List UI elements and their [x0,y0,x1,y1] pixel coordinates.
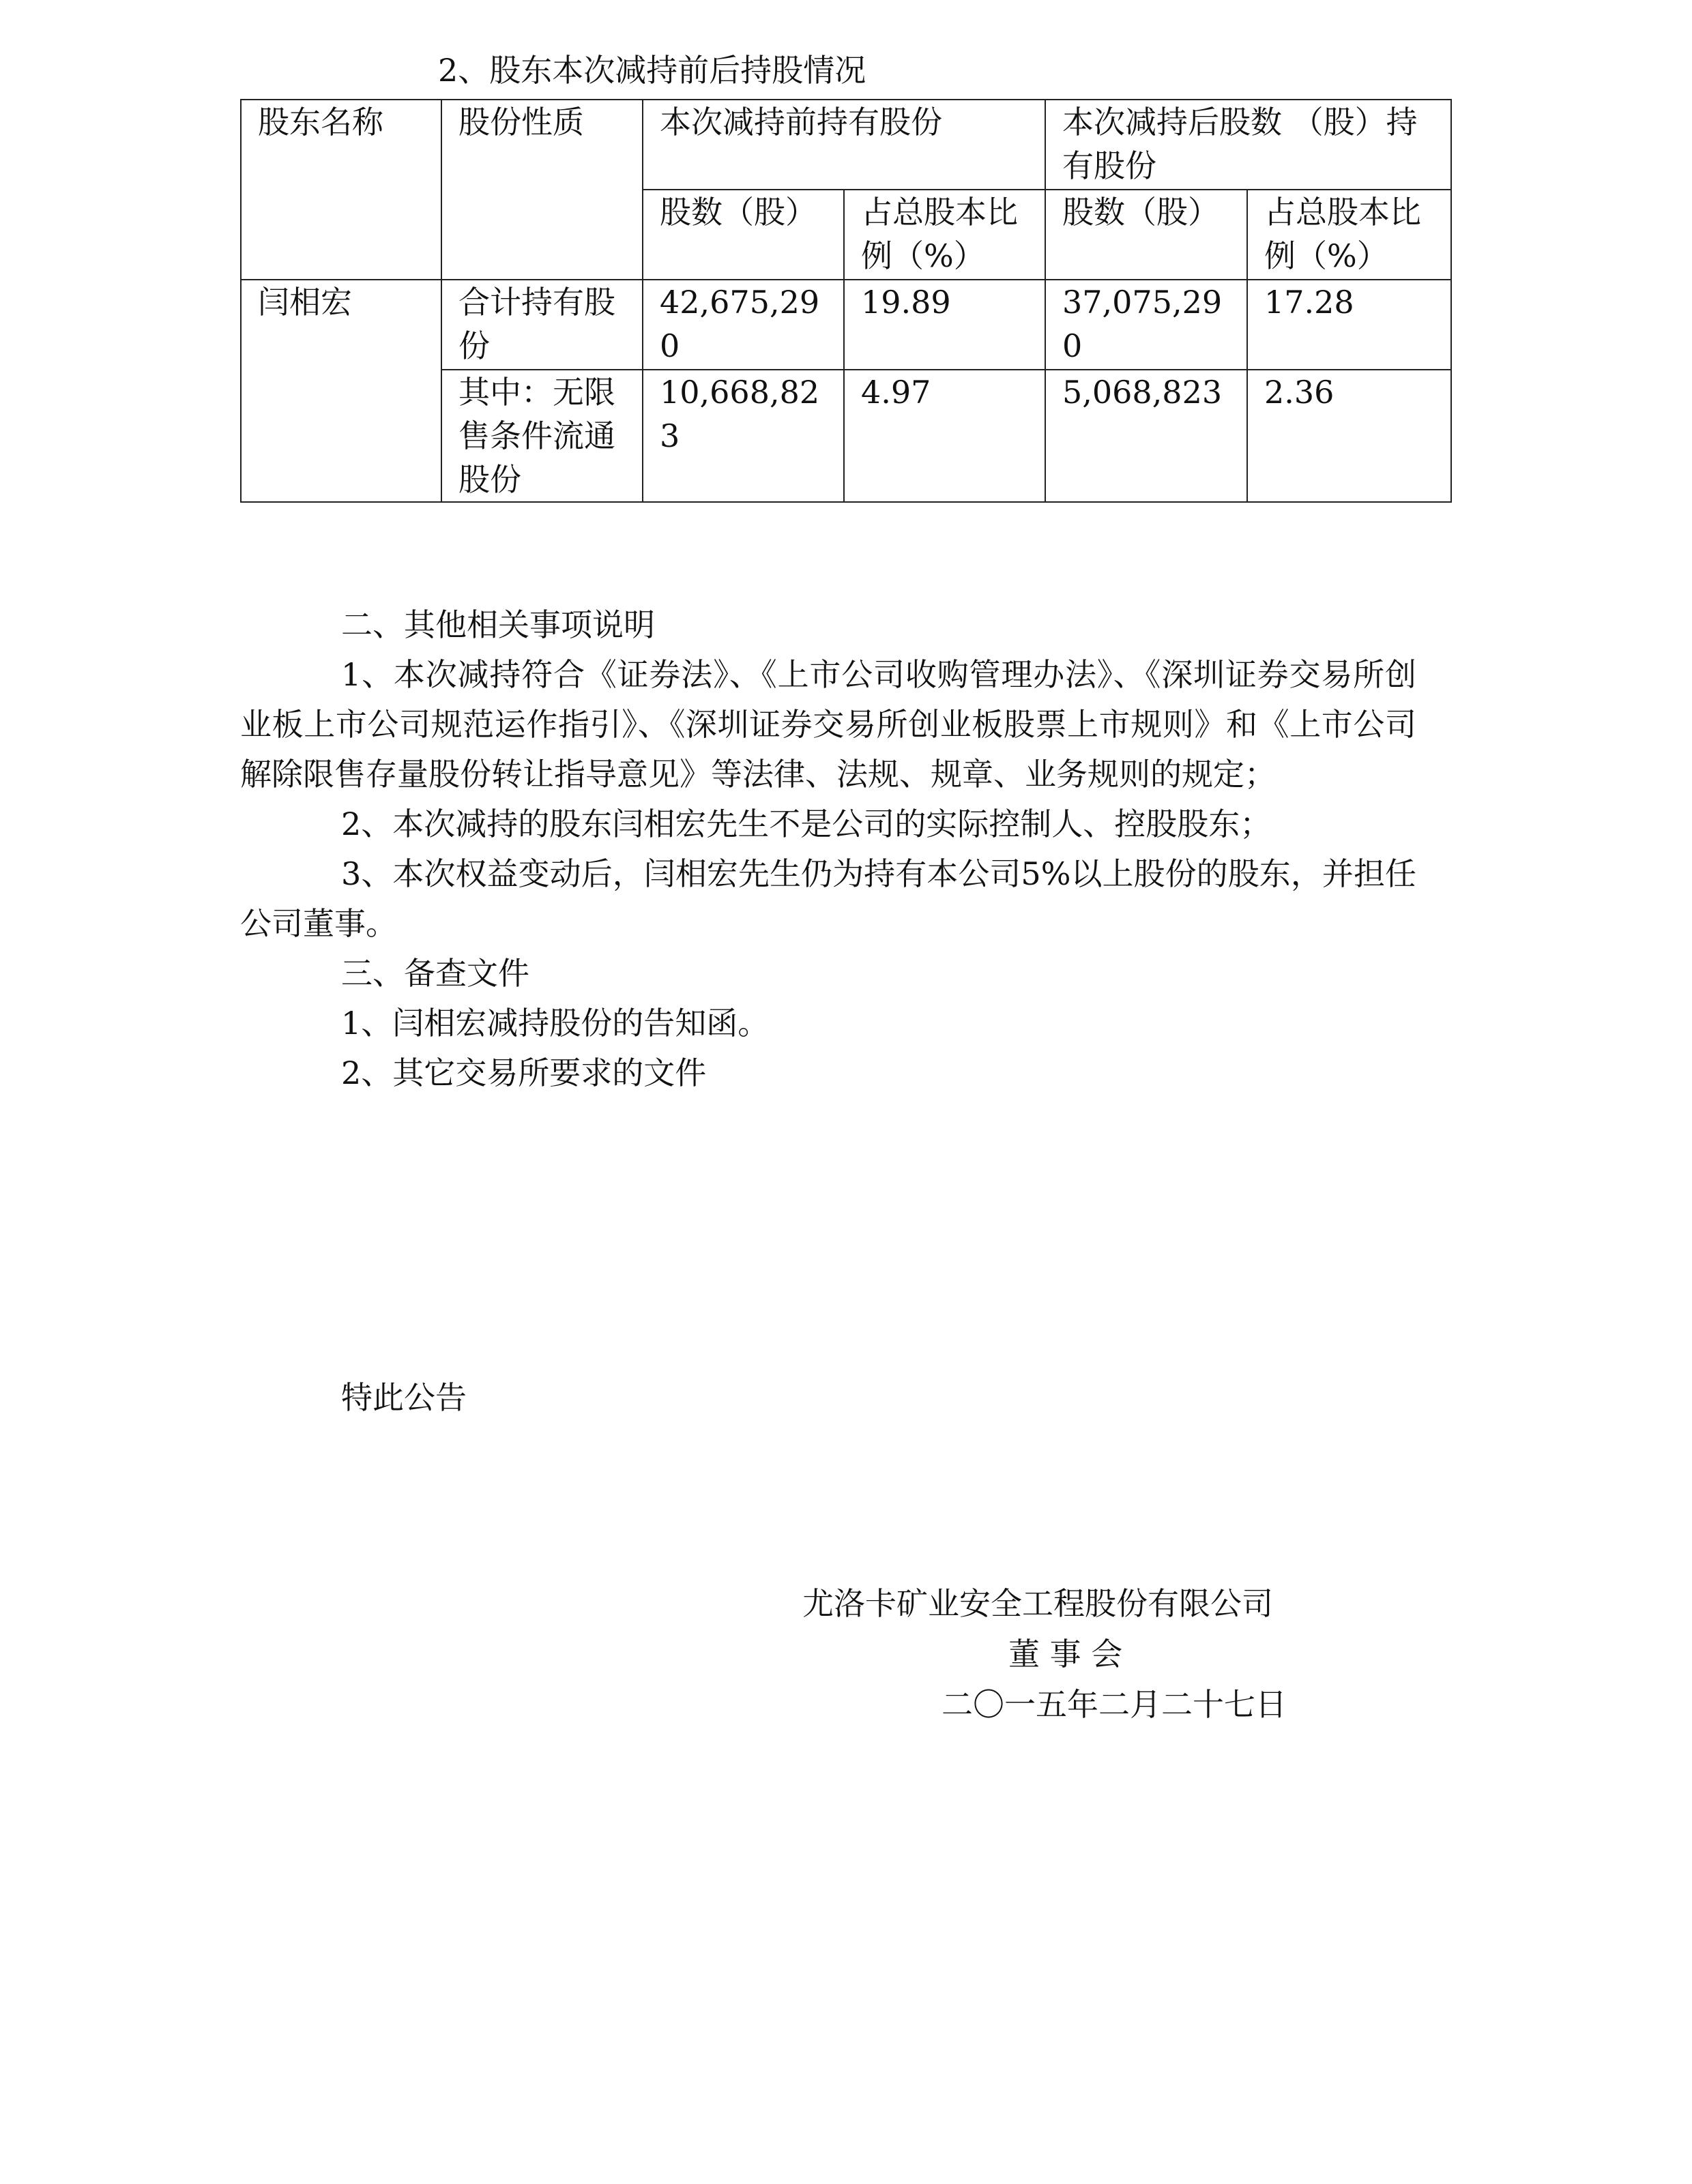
after-shares-cell: 37,075,290 [1045,280,1247,370]
header-before-group: 本次减持前持有股份 [643,100,1045,190]
company-name: 尤洛卡矿业安全工程股份有限公司 [802,1585,1273,1622]
list-item: 3、本次权益变动后，闫相宏先生仍为持有本公司5%以上股份的股东，并担任公司董事。 [240,855,1416,942]
header-after-shares: 股数（股） [1045,190,1247,280]
section-title-reference-docs: 三、备查文件 [341,955,529,992]
shareholder-name-cell: 闫相宏 [241,280,441,502]
section-title-other-matters: 二、其他相关事项说明 [341,606,655,643]
header-shareholder-name: 股东名称 [241,100,441,280]
header-before-ratio: 占总股本比例（%） [844,190,1045,280]
header-before-shares: 股数（股） [643,190,844,280]
body-section [240,600,1416,1098]
table-row [241,280,1451,370]
shareholding-table [240,99,1452,503]
table-heading: 2、股东本次减持前后持股情况 [438,52,866,89]
after-ratio-cell: 17.28 [1247,280,1451,370]
after-ratio-cell: 2.36 [1247,370,1451,502]
share-nature-cell: 合计持有股份 [441,280,643,370]
board-of-directors: 董 事 会 [1008,1636,1123,1672]
header-after-ratio: 占总股本比例（%） [1247,190,1451,280]
before-ratio-cell: 19.89 [844,280,1045,370]
before-ratio-cell: 4.97 [844,370,1045,502]
before-shares-cell: 42,675,290 [643,280,844,370]
list-item: 2、其它交易所要求的文件 [341,1054,707,1091]
list-item: 1、本次减持符合《证券法》、《上市公司收购管理办法》、《深圳证券交易所创业板上市公司规范运作指引》、《深圳证券交易所创业板股票上市规则》和《上市公司解除限售存量股份转让指导意见》等法律、法规、规章、业务规则的规定； [240,656,1416,793]
closing-statement: 特此公告 [341,1379,467,1416]
announcement-date: 二〇一五年二月二十七日 [942,1686,1287,1723]
header-after-group: 本次减持后股数 （股）持有股份 [1045,100,1451,190]
share-nature-cell: 其中：无限售条件流通股份 [441,370,643,502]
before-shares-cell: 10,668,823 [643,370,844,502]
header-share-nature: 股份性质 [441,100,643,280]
list-item: 1、闫相宏减持股份的告知函。 [341,1005,770,1042]
after-shares-cell: 5,068,823 [1045,370,1247,502]
list-item: 2、本次减持的股东闫相宏先生不是公司的实际控制人、控股股东； [341,806,1272,842]
